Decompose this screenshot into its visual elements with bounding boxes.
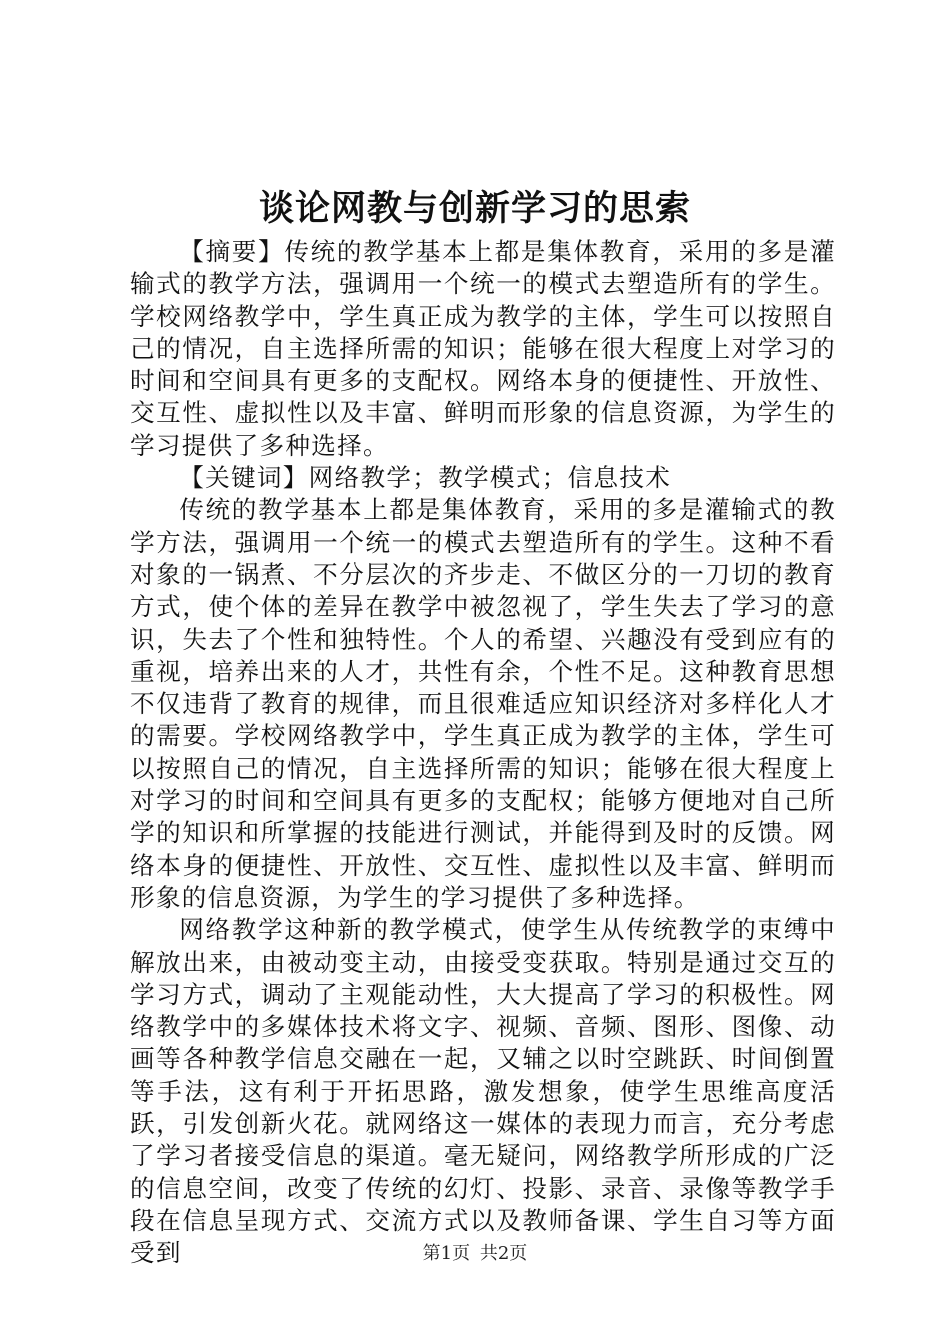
body-paragraph-1: 传统的教学基本上都是集体教育，采用的多是灌输式的教学方法，强调用一个统一的模式去塑造所有的学生。这种不看对象的一锅煮、不分层次的齐步走、不做区分的一刀切的教育方式，使个体的差异在教学中被忽视了，学生失去了学习的意识，失去了个性和独特性。个人的希望、兴趣没有受到应有的重视，培养出来的人才，共性有余，个性不足。这种教育思想不仅违背了教育的规律，而且很难适应知识经济对多样化人才的需要。学校网络教学中，学生真正成为教学的主体，学生可以按照自己的情况，自主选择所需的知识；能够在很大程度上对学习的时间和空间具有更多的支配权；能够方便地对自己所学的知识和所掌握的技能进行测试，并能得到及时的反馈。网络本身的便捷性、开放性、交互性、虚拟性以及丰富、鲜明而形象的信息资源，为学生的学习提供了多种选择。 <box>130 495 836 912</box>
page-number: 第1页 <box>422 1243 471 1264</box>
body-paragraph-2: 网络教学这种新的教学模式，使学生从传统教学的束缚中解放出来，由被动变主动，由接受变获取。特别是通过交互的学习方式，调动了主观能动性，大大提高了学习的积极性。网络教学中的多媒体技术将文字、视频、音频、图形、图像、动画等各种教学信息交融在一起，又辅之以时空跳跃、时间倒置等手法，这有利于开拓思路，激发想象，使学生思维高度活跃，引发创新火花。就网络这一媒体的表现力而言，充分考虑了学习者接受信息的渠道。毫无疑问，网络教学所形成的广泛的信息空间，改变了传统的幻灯、投影、录音、录像等教学手段在信息呈现方式、交流方式以及教师备课、学生自习等方面受到 <box>130 915 836 1268</box>
document-title: 谈论网教与创新学习的思索 <box>258 188 691 229</box>
page-total: 共2页 <box>479 1243 528 1264</box>
abstract-paragraph: 【摘要】传统的教学基本上都是集体教育，采用的多是灌输式的教学方法，强调用一个统一的模式去塑造所有的学生。学校网络教学中，学生真正成为教学的主体，学生可以按照自己的情况，自主选择所需的知识；能够在很大程度上对学习的时间和空间具有更多的支配权。网络本身的便捷性、开放性、交互性、虚拟性以及丰富、鲜明而形象的信息资源，为学生的学习提供了多种选择。 <box>130 237 836 460</box>
document-body <box>130 236 836 1270</box>
page-footer <box>0 1241 950 1267</box>
keywords-paragraph: 【关键词】网络教学；教学模式；信息技术 <box>179 463 672 493</box>
